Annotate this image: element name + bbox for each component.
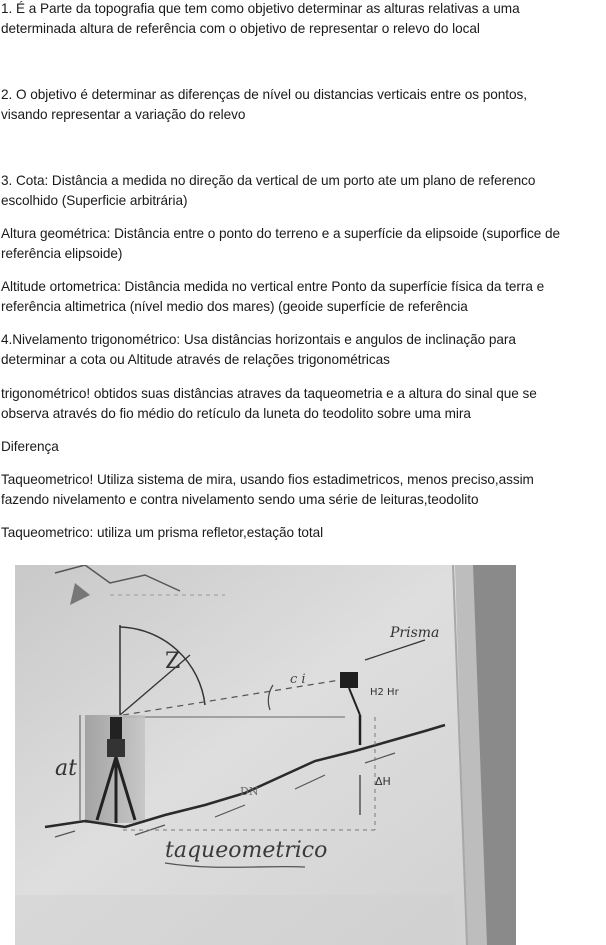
text-line: referência altimetrica (nível medio dos mares) (geoide superfície de referência	[1, 299, 468, 314]
sketch-label-di: c i	[290, 672, 306, 687]
text-line: 3. Cota: Distância a medida no direção da vertical de um porto ate um plano de referenco	[1, 173, 536, 188]
paragraph-6	[1, 330, 606, 370]
text-line: 4.Nivelamento trigonométrico: Usa distâncias horizontais e angulos de inclinação para	[1, 332, 516, 347]
text-line: visando representar a variação do relevo	[1, 107, 246, 122]
text-line: determinada altura de referência com o objetivo de representar o relevo do local	[1, 21, 480, 36]
text-line: 2. O objetivo é determinar as diferenças de nível ou distancias verticais entre os pontos,	[1, 87, 527, 102]
text-line: Altitude ortometrica: Distância medida no vertical entre Ponto da superfície física da terra e	[1, 279, 545, 294]
text-line: escolhido (Superficie arbitrária)	[1, 193, 188, 208]
sketch-photo	[15, 565, 516, 945]
text-line: trigonométrico! obtidos suas distâncias atraves da taqueometria e a altura do sinal que se	[1, 386, 537, 401]
sketch-label-z: Z	[165, 649, 181, 674]
paragraph-10	[1, 523, 606, 543]
sketch-label-dh: ΔH	[375, 775, 391, 788]
text-line: Diferença	[1, 439, 59, 454]
sketch-caption: taqueometrico	[165, 838, 328, 863]
sketch-label-prism: Prisma	[390, 625, 440, 641]
text-line: Altura geométrica: Distância entre o ponto do terreno e a superfície da elipsoide (suporfice de	[1, 226, 560, 241]
sketch-label-at: at	[55, 756, 77, 781]
paragraph-4	[1, 224, 606, 264]
paragraph-9	[1, 470, 606, 510]
text-line: 1. É a Parte da topografia que tem como objetivo determinar as alturas relativas a uma	[1, 1, 520, 16]
text-line: referência elipsoide)	[1, 246, 123, 261]
paragraph-5	[1, 277, 606, 317]
text-line: Taqueometrico: utiliza um prisma refletor,estação total	[1, 525, 324, 540]
text-line: determinar a cota ou Altitude através de relações trigonométricas	[1, 352, 390, 367]
text-line: observa através do fio médio do retículo da luneta do teodolito sobre uma mira	[1, 406, 471, 421]
paragraph-3	[1, 171, 606, 211]
paragraph-7	[1, 384, 606, 424]
sketch-label-dn: DN	[240, 785, 259, 798]
sketch-label-h: H2 Hr	[370, 687, 399, 698]
text-line: fazendo nivelamento e contra nivelamento sendo uma série de leituras,teodolito	[1, 492, 479, 507]
paragraph-1	[1, 0, 606, 39]
paragraph-2	[1, 85, 606, 125]
text-line: Taqueometrico! Utiliza sistema de mira, usando fios estadimetricos, menos preciso,assim	[1, 472, 534, 487]
paragraph-8	[1, 437, 606, 457]
